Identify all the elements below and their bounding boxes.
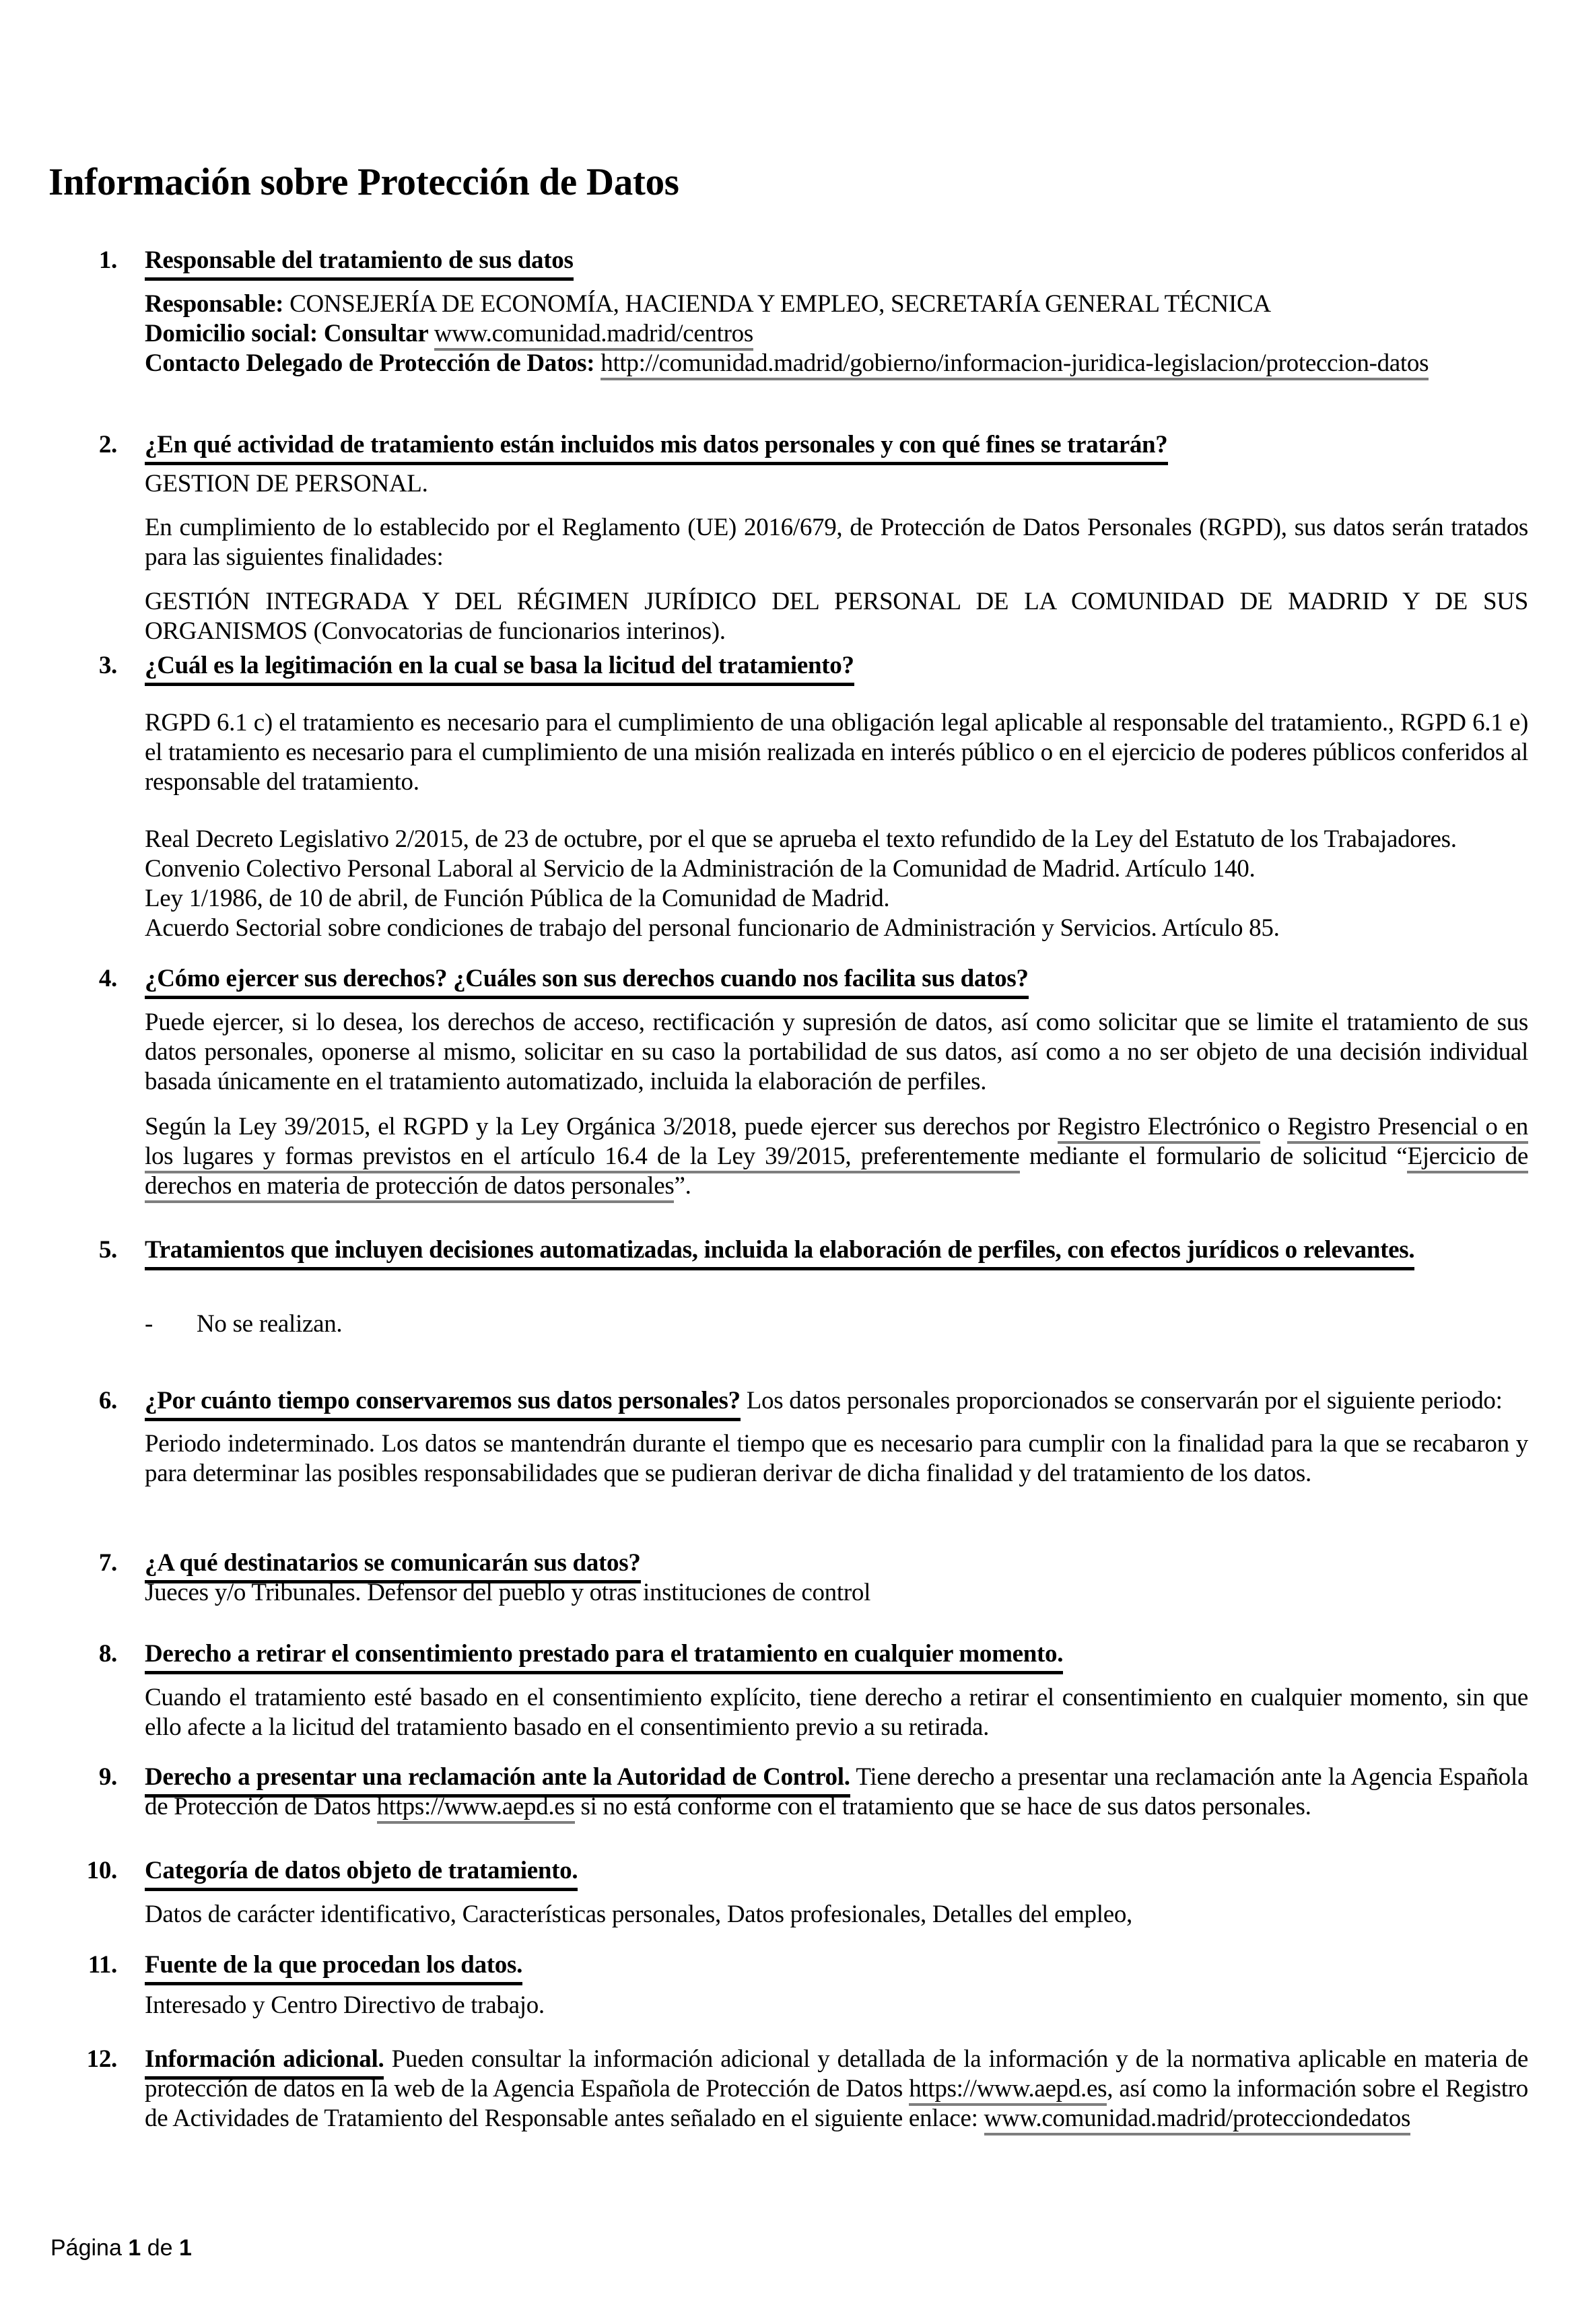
paragraph-with-inline-heading [145,1763,1528,1822]
hyperlink[interactable]: Registro Presencial o en los lugares y formas previstos en el artículo 16.4 de la Ley 39/2015, preferentemente [145,1113,1528,1173]
text-run: ”. [674,1172,691,1200]
paragraph-with-inline-heading [145,2045,1528,2133]
paragraph [145,1429,1528,1489]
paragraph [145,349,1528,378]
footer-total-pages: 1 [178,2235,192,2261]
list-number: 9. [98,1763,117,1791]
hyperlink[interactable]: Ejercicio de derechos en materia de protección de datos personales [145,1142,1528,1203]
text-run: Según la Ley 39/2015, el RGPD y la Ley Orgánica 3/2018, puede ejercer sus derechos por [145,1113,1058,1140]
text-run: Los datos personales proporcionados se conservarán por el siguiente periodo: [740,1387,1503,1414]
list-number: 10. [86,1857,117,1884]
text-run: Acuerdo Sectorial sobre condiciones de trabajo del personal funcionario de Administración y Servicios. Artículo 85. [145,914,1280,942]
dash-list-item [145,1309,1528,1339]
section-heading [145,651,1528,681]
heading-underlined-text: Derecho a presentar una reclamación ante la Autoridad de Control. [145,1763,850,1798]
text-run: Datos de carácter identificativo, Características personales, Datos profesionales, Detalles del empleo, [145,1901,1133,1928]
section-heading [145,964,1528,994]
text-run: Real Decreto Legislativo 2/2015, de 23 de octubre, por el que se aprueba el texto refundido de la Ley del Estatuto de los Trabajadores. [145,825,1457,853]
section-heading [145,1235,1528,1265]
section-10 [86,1856,1528,1929]
hyperlink[interactable]: www.comunidad.madrid/protecciondedatos [984,2105,1411,2135]
footer-label: Página [50,2235,129,2261]
paragraph [145,1900,1528,1929]
section-heading [145,246,1528,275]
heading-underlined-text: ¿Cuál es la legitimación en la cual se basa la licitud del tratamiento? [145,652,854,686]
text-run: GESTION DE PERSONAL. [145,470,428,498]
paragraph [145,469,1528,499]
paragraph [145,1008,1528,1097]
heading-underlined-text: Tratamientos que incluyen decisiones automatizadas, incluida la elaboración de perfiles, con efectos jurídicos o relevantes. [145,1236,1414,1270]
dash-item-text: No se realizan. [197,1310,343,1338]
list-number: 2. [98,431,117,458]
paragraph [145,1991,1528,2020]
document-title: Información sobre Protección de Datos [48,161,679,203]
list-number: 12. [86,2045,117,2073]
hyperlink[interactable]: www.comunidad.madrid/centros [434,320,753,351]
text-run: CONSEJERÍA DE ECONOMÍA, HACIENDA Y EMPLEO, SECRETARÍA GENERAL TÉCNICA [289,290,1271,318]
text-run: Interesado y Centro Directivo de trabajo. [145,1991,545,2019]
paragraph [145,319,1528,349]
text-run: GESTIÓN INTEGRADA Y DEL RÉGIMEN JURÍDICO DEL PERSONAL DE LA COMUNIDAD DE MADRID Y DE SUS ORGANISMOS (Convocatorias de funcionarios interinos). [145,588,1528,645]
text-run: Pueden consultar la información adicional y detallada de la información y de la normativa aplicable en materia de protección de datos en la web de la Agencia Española de Protección de Datos [145,2045,1528,2103]
list-number: 7. [98,1549,117,1577]
text-run: Jueces y/o Tribunales. Defensor del pueblo y otras instituciones de control [145,1579,871,1606]
heading-underlined-text: ¿A qué destinatarios se comunicarán sus datos? [145,1549,641,1583]
section-heading [145,1548,1528,1578]
list-number: 1. [98,246,117,274]
paragraph [145,289,1528,319]
paragraph [145,708,1528,797]
text-run: Ley 1/1986, de 10 de abril, de Función Pública de la Comunidad de Madrid. [145,885,890,912]
list-number: 3. [98,652,117,679]
hyperlink[interactable]: http://comunidad.madrid/gobierno/informacion-juridica-legislacion/proteccion-datos [601,349,1429,380]
legal-reference-line [145,825,1528,854]
section-8 [98,1639,1528,1742]
text-run: RGPD 6.1 c) el tratamiento es necesario para el cumplimiento de una obligación legal aplicable al responsable del tratamiento., RGPD 6.1 e) el tratamiento es necesario para el cumplimiento de una misión realizada en interés público o en el ejercicio de poderes públicos conferidos al responsable del tratamiento. [145,709,1529,796]
text-run: Convenio Colectivo Personal Laboral al Servicio de la Administración de la Comunidad de Madrid. Artículo 140. [145,855,1256,883]
text-run: En cumplimiento de lo establecido por el Reglamento (UE) 2016/679, de Protección de Datos Personales (RGPD), sus datos serán tratados para las siguientes finalidades: [145,514,1528,571]
dash-bullet: - [145,1310,153,1338]
list-number: 5. [98,1236,117,1264]
section-heading [145,1856,1528,1886]
paragraph [145,1112,1528,1201]
hyperlink[interactable]: https://www.aepd.es [377,1793,575,1824]
section-heading [145,1639,1528,1669]
section-heading [145,1950,1528,1980]
footer-page-number: 1 [128,2235,141,2261]
hyperlink[interactable]: https://www.aepd.es [909,2075,1107,2106]
heading-underlined-text: Categoría de datos objeto de tratamiento. [145,1857,578,1891]
legal-reference-line [145,854,1528,884]
page-number-footer [50,2234,192,2262]
text-run: si no está conforme con el tratamiento que se hace de sus datos personales. [574,1793,1311,1820]
list-number: 4. [98,965,117,992]
section-4 [98,964,1529,1201]
list-number: 6. [98,1387,117,1414]
text-run: mediante el formulario de solicitud “ [1019,1142,1408,1170]
section-11 [88,1950,1528,2020]
heading-underlined-text: ¿Cómo ejercer sus derechos? ¿Cuáles son sus derechos cuando nos facilita sus datos? [145,965,1029,999]
heading-underlined-text: Derecho a retirar el consentimiento prestado para el tratamiento en cualquier momento. [145,1640,1063,1674]
section-9 [98,1763,1528,1822]
heading-underlined-text: ¿Por cuánto tiempo conservaremos sus datos personales? [145,1387,741,1421]
heading-underlined-text: Fuente de la que procedan los datos. [145,1951,522,1985]
text-run: Responsable: [145,290,290,318]
paragraph [145,587,1528,646]
section-2 [98,430,1528,646]
heading-underlined-text: ¿En qué actividad de tratamiento están incluidos mis datos personales y con qué fines se tratarán? [145,431,1168,465]
paragraph [145,1683,1528,1742]
legal-reference-line [145,884,1528,914]
text-run: Contacto Delegado de Protección de Datos: [145,349,601,377]
paragraph-with-inline-heading [145,1386,1528,1416]
section-5 [98,1235,1528,1339]
section-heading [145,430,1528,460]
text-run: Puede ejercer, si lo desea, los derechos de acceso, rectificación y supresión de datos, así como solicitar que se limite el tratamiento de sus datos personales, oponerse al mismo, solicitar en su caso la portabilidad de sus datos, así como a no ser objeto de una decisión individual basada únicamente en el tratamiento automatizado, incluida la elaboración de perfiles. [145,1009,1528,1095]
section-12 [86,2045,1528,2133]
section-7 [98,1548,1528,1608]
text-run: o [1260,1113,1288,1140]
text-run: , así como la información sobre el Registro de Actividades de Tratamiento del Responsable antes señalado en el siguiente enlace: [145,2075,1528,2132]
text-run: Periodo indeterminado. Los datos se mantendrán durante el tiempo que es necesario para cumplir con la finalidad para la que se recabaron y para determinar las posibles responsabilidades que se pudieran derivar de dicha finalidad y del tratamiento de los datos. [145,1430,1528,1487]
text-run: Tiene derecho a presentar una reclamación ante la Agencia Española de Protección de Datos [145,1763,1528,1820]
footer-label: de [141,2235,179,2261]
paragraph [145,1578,1528,1608]
section-6 [98,1386,1528,1489]
hyperlink[interactable]: Registro Electrónico [1058,1113,1260,1144]
paragraph [145,513,1528,572]
section-3 [98,651,1529,943]
text-run: Domicilio social: Consultar [145,320,434,347]
list-number: 8. [98,1640,117,1668]
section-1 [98,246,1528,378]
heading-underlined-text: Información adicional. [145,2045,384,2080]
text-run: Cuando el tratamiento esté basado en el consentimiento explícito, tiene derecho a retirar el consentimiento en cualquier momento, sin que ello afecte a la licitud del tratamiento basado en el consentimiento previo a su retirada. [145,1684,1528,1741]
heading-underlined-text: Responsable del tratamiento de sus datos [145,246,574,281]
legal-reference-line [145,914,1528,943]
list-number: 11. [88,1951,117,1979]
